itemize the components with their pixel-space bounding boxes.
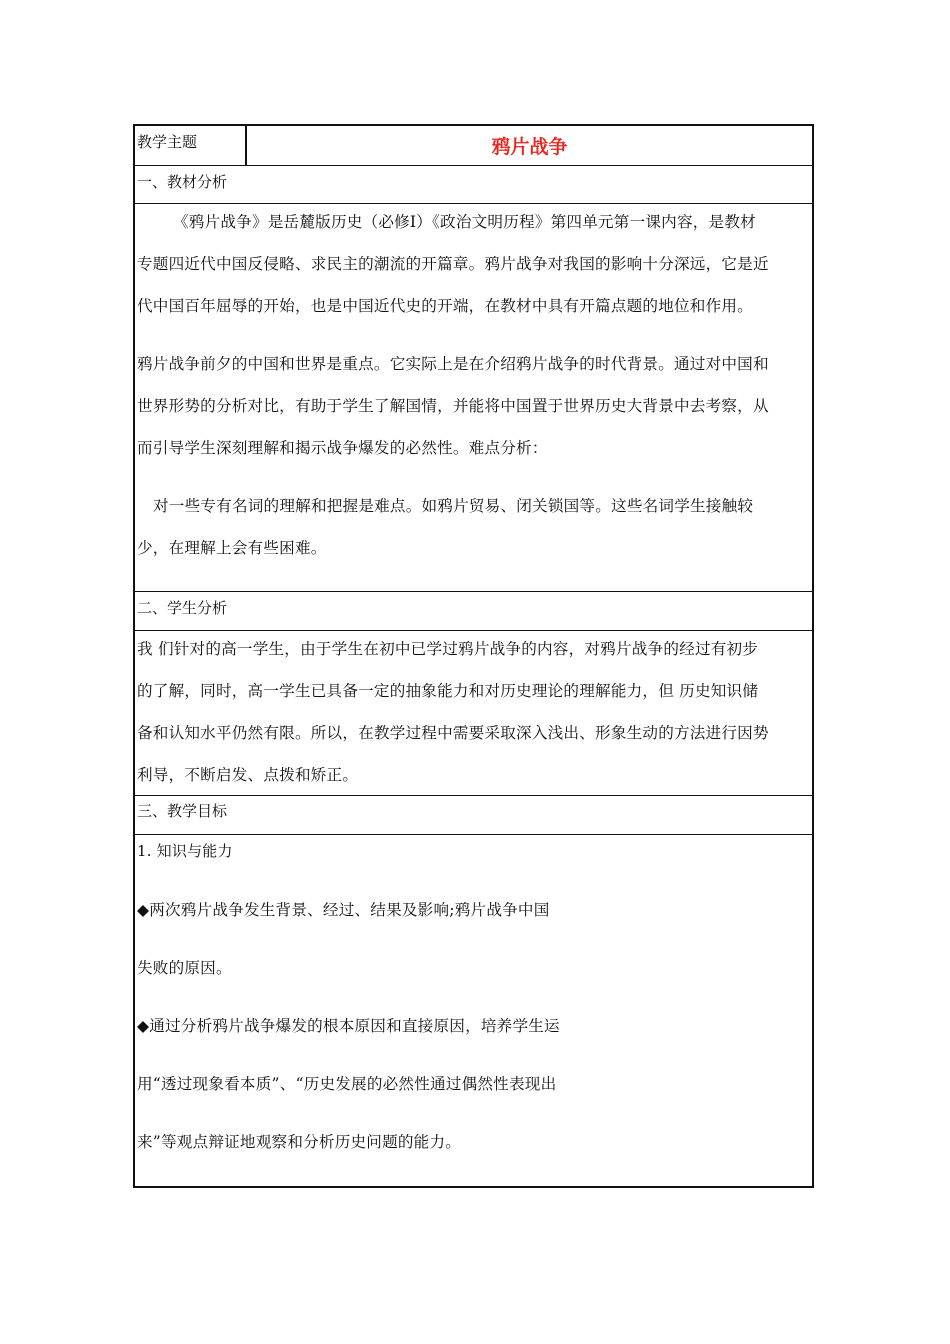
- divider: [135, 165, 812, 166]
- topic-row: [135, 126, 812, 165]
- topic-label: 教学主题: [137, 133, 198, 151]
- material-line: 代中国百年屈辱的开始，也是中国近代史的开端，在教材中具有开篇点题的地位和作用。: [137, 297, 753, 315]
- students-heading: 二、学生分析: [137, 599, 228, 617]
- material-line: 专题四近代中国反侵略、求民主的潮流的开篇章。鸦片战争对我国的影响十分深远，它是近: [137, 255, 769, 273]
- page-title: 鸦片战争: [491, 136, 568, 158]
- goals-line: 用“透过现象看本质”、“历史发展的必然性通过偶然性表现出: [137, 1075, 557, 1093]
- lesson-plan-table: [133, 124, 814, 1188]
- divider: [135, 795, 812, 796]
- goals-heading: 三、教学目标: [137, 802, 228, 820]
- students-line: 备和认知水平仍然有限。所以，在教学过程中需要采取深入浅出、形象生动的方法进行因势: [137, 724, 769, 742]
- divider: [135, 630, 812, 631]
- material-line: 而引导学生深刻理解和揭示战争爆发的必然性。难点分析：: [137, 439, 548, 457]
- material-line: 少，在理解上会有些困难。: [137, 539, 327, 557]
- material-line: 《鸦片战争》是岳麓版历史（必修Ⅰ）《政治文明历程》第四单元第一课内容，是教材: [173, 213, 756, 231]
- divider: [135, 591, 812, 592]
- material-line: 世界形势的分析对比，有助于学生了解国情，并能将中国置于世界历史大背景中去考察，从: [137, 397, 769, 415]
- students-line: 我 们针对的高一学生，由于学生在初中已学过鸦片战争的内容，对鸦片战争的经过有初步: [137, 640, 759, 658]
- goals-line: ◆通过分析鸦片战争爆发的根本原因和直接原因，培养学生运: [137, 1017, 560, 1035]
- goals-line: ◆两次鸦片战争发生背景、经过、结果及影响;鸦片战争中国: [137, 901, 550, 919]
- goals-line: 失败的原因。: [137, 959, 232, 977]
- divider: [135, 834, 812, 835]
- material-heading: 一、教材分析: [137, 173, 228, 191]
- students-line: 利导，不断启发、点拨和矫正。: [137, 766, 359, 784]
- goals-line: 1. 知识与能力: [137, 842, 233, 860]
- material-line: 对一些专有名词的理解和把握是难点。如鸦片贸易、闭关锁国等。这些名词学生接触较: [153, 497, 754, 515]
- students-line: 的了解，同时，高一学生已具备一定的抽象能力和对历史理论的理解能力，但 历史知识储: [137, 682, 759, 700]
- goals-line: 来”等观点辩证地观察和分析历史问题的能力。: [137, 1133, 462, 1151]
- material-line: 鸦片战争前夕的中国和世界是重点。它实际上是在介绍鸦片战争的时代背景。通过对中国和: [137, 355, 769, 373]
- divider: [135, 203, 812, 204]
